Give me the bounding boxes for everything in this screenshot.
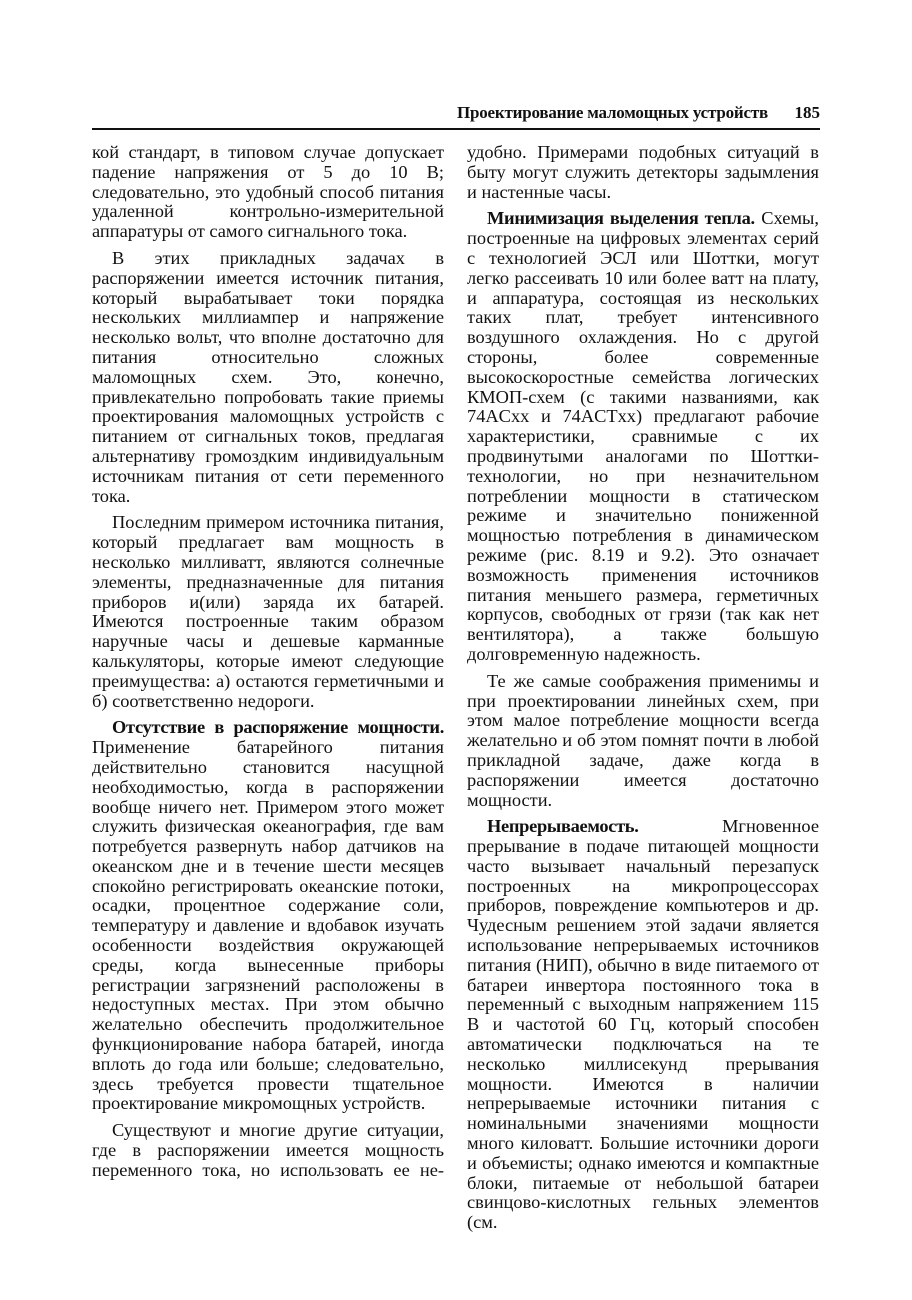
paragraph: Последним примером источника питания, который предлагает вам мощность в несколько милливатт, являются солнечные элементы, предназначенные для питания приборов и(или) заряда их батарей. Имеются построенные таким образом наручные часы и дешевые карманные калькуляторы, которые имеют следующие преимущества: а) остаются герметичными и б) соответственно недороги. bbox=[92, 512, 444, 711]
running-header bbox=[92, 100, 820, 130]
paragraph-body: Применение батарейного питания действительно становится насущной необходимостью, когда в распоряжении вообще ничего нет. Примером этого может служить физическая океанография, где вам потребуется развернуть набор датчиков на океанском дне и в течение шести месяцев спокойно регистрировать океанские потоки, осадки, процентное содержание соли, температуру и давление и вдобавок изучать особенности воздействия окружающей среды, когда вынесенные приборы регистрации загрязнений расположены в недоступных местах. При этом обычно желательно обеспечить продолжительное функционирование набора батарей, иногда вплоть до года или больше; следовательно, здесь требуется провести тщательное проектирование микромощных устройств. bbox=[92, 737, 444, 1114]
paragraph: удобно. Примерами подобных ситуаций в быту могут служить детекторы задымления и настенные часы. bbox=[467, 142, 819, 202]
paragraph bbox=[92, 718, 444, 1114]
paragraph bbox=[467, 817, 819, 1233]
right-column bbox=[467, 143, 819, 1233]
paragraph-body: Схемы, построенные на цифровых элементах серий с технологией ЭСЛ или Шоттки, могут легко рассеивать 10 или более ватт на плату, и аппаратура, состоящая из нескольких таких плат, требует интенсивного воздушного охлаждения. Но с другой стороны, более современные высокоскоростные семейства логических КМОП-схем (с такими названиями, как 74ACxx и 74ACTxx) предлагают рабочие характеристики, сравнимые с их продвинутыми аналогами по Шоттки-технологии, но при незначительном потреблении мощности в статическом режиме и значительно пониженной мощностью потребления в динамическом режиме (рис. 8.19 и 9.2). Это означает возможность применения источников питания меньшего размера, герметичных корпусов, свободных от грязи (так как нет вентилятора), а также большую долговременную надежность. bbox=[467, 208, 819, 664]
paragraph bbox=[467, 209, 819, 664]
paragraph-body: Мгновенное прерывание в подаче питающей мощности часто вызывает начальный перезапуск построенных на микропроцессорах приборов, повреждение компьютеров и др. Чудесным решением этой задачи является использование непрерываемых источников питания (НИП), обычно в виде питаемого от батареи инвертора постоянного тока в переменный с выходным напряжением 115 В и частотой 60 Гц, который способен автоматически подключаться на те несколько миллисекунд прерывания мощности. Имеются в наличии непрерываемые источники питания с номинальными значениями мощности много киловатт. Большие источники дороги и объемисты; однако имеются и компактные блоки, питаемые от небольшой батареи свинцово-кислотных гельных элементов (см. bbox=[467, 816, 819, 1233]
left-column bbox=[92, 143, 444, 1181]
section-run-in-heading: Отсутствие в распоряжение мощности. bbox=[112, 717, 444, 738]
paragraph: В этих прикладных задачах в распоряжении имеется источник питания, который вырабатывает токи порядка нескольких миллиампер и напряжение несколько вольт, что вполне достаточно для питания относительно сложных маломощных схем. Это, конечно, привлекательно попробовать такие приемы проектирования маломощных устройств с питанием от сигнальных токов, предлагая альтернативу громоздким индивидуальным источникам питания от сети переменного тока. bbox=[92, 247, 444, 506]
paragraph: Те же самые соображения применимы и при проектировании линейных схем, при этом малое потребление мощности всегда желательно и об этом помнят почти в любой прикладной задаче, даже когда в распоряжении имеется достаточно мощности. bbox=[467, 670, 819, 810]
section-run-in-heading: Непрерываемость. bbox=[487, 816, 639, 837]
paragraph: кой стандарт, в типовом случае допускает падение напряжения от 5 до 10 В; следовательно, это удобный способ питания удаленной контрольно-измерительной аппаратуры от самого сигнального тока. bbox=[92, 142, 444, 242]
running-title: Проектирование маломощных устройств bbox=[456, 103, 768, 122]
paragraph: Существуют и многие другие ситуации, где в распоряжении имеется мощность переменного тока, но использовать ее не- bbox=[92, 1120, 444, 1180]
page-number: 185 bbox=[794, 103, 820, 122]
section-run-in-heading: Минимизация выделения тепла. bbox=[487, 208, 755, 229]
